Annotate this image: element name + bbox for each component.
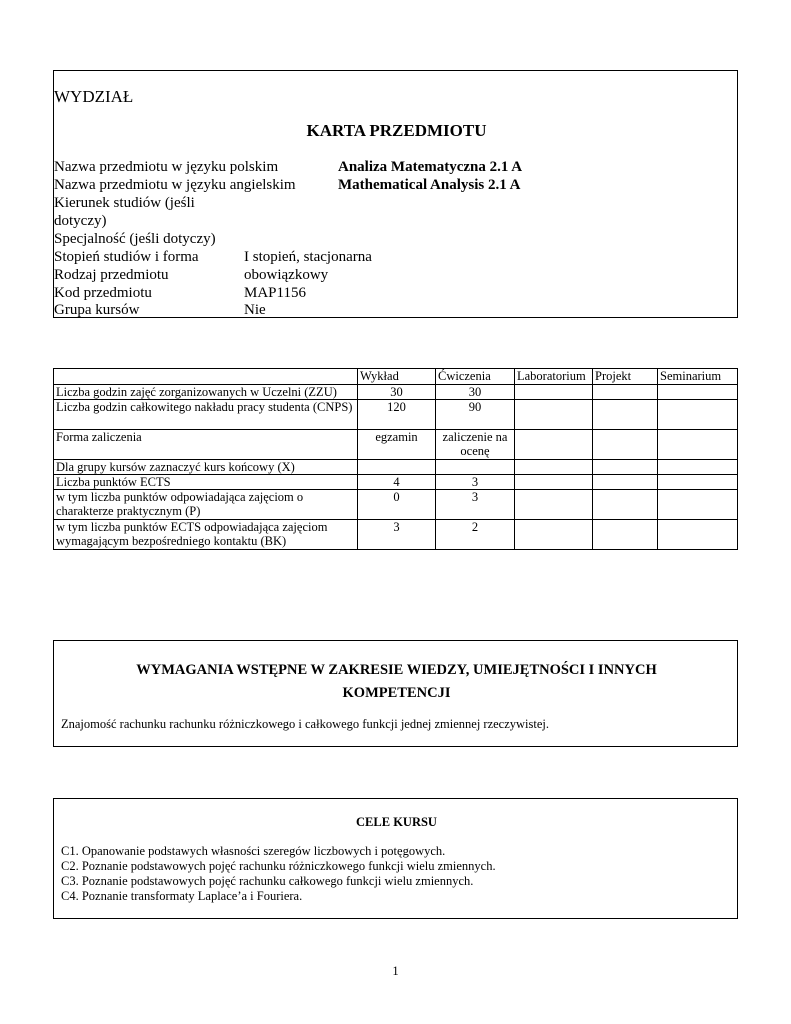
column-header: Wykład — [358, 369, 436, 385]
field-value-degree: I stopień, stacjonarna — [244, 249, 372, 265]
table-cell — [658, 520, 738, 550]
table-cell: 30 — [436, 385, 515, 400]
ects-table — [53, 368, 738, 550]
field-label-name-en: Nazwa przedmiotu w języku angielskim — [54, 177, 296, 193]
table-cell: 4 — [358, 475, 436, 490]
prerequisites-text: Znajomość rachunku rachunku różniczkowego i całkowego funkcji jednej zmiennej rzeczywistej. — [61, 717, 550, 731]
table-cell — [515, 520, 593, 550]
course-goals-list — [61, 844, 496, 904]
table-cell: zaliczenie na ocenę — [436, 430, 515, 460]
table-cell — [593, 520, 658, 550]
table-cell: 90 — [436, 400, 515, 430]
prerequisites-title-line2: KOMPETENCJI — [342, 685, 451, 701]
table-cell — [593, 460, 658, 475]
field-value-name-pl: Analiza Matematyczna 2.1 A — [338, 159, 523, 175]
field-label-course-code: Kod przedmiotu — [54, 285, 152, 301]
field-label-study-field-line1: Kierunek studiów (jeśli — [54, 195, 195, 211]
prerequisites-section — [53, 640, 738, 747]
column-header: Ćwiczenia — [436, 369, 515, 385]
field-value-name-en: Mathematical Analysis 2.1 A — [338, 177, 521, 193]
table-cell — [658, 430, 738, 460]
faculty-label: WYDZIAŁ — [54, 87, 134, 106]
row-label: w tym liczba punktów odpowiadająca zajęciom o charakterze praktycznym (P) — [54, 490, 358, 520]
table-cell — [593, 475, 658, 490]
table-cell: 3 — [358, 520, 436, 550]
column-header: Laboratorium — [515, 369, 593, 385]
list-item: C1. Opanowanie podstawych własności szeregów liczbowych i potęgowych. — [61, 844, 446, 858]
field-label-degree: Stopień studiów i forma — [54, 249, 199, 265]
column-header: Seminarium — [658, 369, 738, 385]
table-cell: 120 — [358, 400, 436, 430]
table-cell: 3 — [436, 475, 515, 490]
table-row — [54, 400, 738, 430]
table-cell: 30 — [358, 385, 436, 400]
field-label-course-type: Rodzaj przedmiotu — [54, 267, 169, 283]
table-cell — [658, 475, 738, 490]
table-cell — [515, 490, 593, 520]
table-cell — [658, 490, 738, 520]
table-row — [54, 520, 738, 550]
table-row — [54, 385, 738, 400]
field-value-course-code: MAP1156 — [244, 285, 306, 301]
table-cell — [515, 400, 593, 430]
list-item: C2. Poznanie podstawowych pojęć rachunku różniczkowego funkcji wielu zmiennych. — [61, 859, 496, 873]
field-value-course-type: obowiązkowy — [244, 267, 329, 283]
header-cell-empty — [54, 369, 358, 385]
table-cell — [515, 430, 593, 460]
table-row — [54, 460, 738, 475]
table-cell: 3 — [436, 490, 515, 520]
table-header-row — [54, 369, 738, 385]
field-label-study-field-line2: dotyczy) — [54, 213, 107, 229]
field-value-course-group: Nie — [244, 302, 266, 318]
table-cell — [358, 460, 436, 475]
table-cell — [658, 400, 738, 430]
prerequisites-title — [54, 659, 739, 705]
table-cell — [593, 385, 658, 400]
table-row — [54, 475, 738, 490]
column-header: Projekt — [593, 369, 658, 385]
table-cell — [593, 430, 658, 460]
field-label-specialty: Specjalność (jeśli dotyczy) — [54, 231, 216, 247]
table-row — [54, 490, 738, 520]
table-cell — [515, 460, 593, 475]
course-goals-title: CELE KURSU — [356, 815, 437, 829]
table-cell: 2 — [436, 520, 515, 550]
row-label: Forma zaliczenia — [54, 430, 358, 460]
row-label: Liczba godzin zajęć zorganizowanych w Uczelni (ZZU) — [54, 385, 358, 400]
page-number: 1 — [392, 964, 399, 978]
table-cell — [515, 475, 593, 490]
table-row — [54, 430, 738, 460]
table-cell — [515, 385, 593, 400]
table-cell — [593, 490, 658, 520]
course-card-header — [53, 70, 738, 318]
list-item: C4. Poznanie transformaty Laplace’a i Fouriera. — [61, 889, 303, 903]
row-label: Liczba punktów ECTS — [54, 475, 358, 490]
table-cell — [658, 460, 738, 475]
table-cell — [436, 460, 515, 475]
row-label: Liczba godzin całkowitego nakładu pracy studenta (CNPS) — [54, 400, 358, 430]
table-cell — [658, 385, 738, 400]
table-cell: 0 — [358, 490, 436, 520]
prerequisites-title-line1: WYMAGANIA WSTĘPNE W ZAKRESIE WIEDZY, UMIEJĘTNOŚCI I INNYCH — [136, 662, 657, 678]
field-label-name-pl: Nazwa przedmiotu w języku polskim — [54, 159, 279, 175]
table-cell — [593, 400, 658, 430]
table-cell: egzamin — [358, 430, 436, 460]
card-title: KARTA PRZEDMIOTU — [306, 121, 487, 140]
list-item: C3. Poznanie podstawowych pojęć rachunku całkowego funkcji wielu zmiennych. — [61, 874, 474, 888]
course-goals-section — [53, 798, 738, 919]
row-label: Dla grupy kursów zaznaczyć kurs końcowy (X) — [54, 460, 358, 475]
row-label: w tym liczba punktów ECTS odpowiadająca zajęciom wymagającym bezpośredniego kontaktu (BK) — [54, 520, 358, 550]
field-label-course-group: Grupa kursów — [54, 302, 140, 318]
